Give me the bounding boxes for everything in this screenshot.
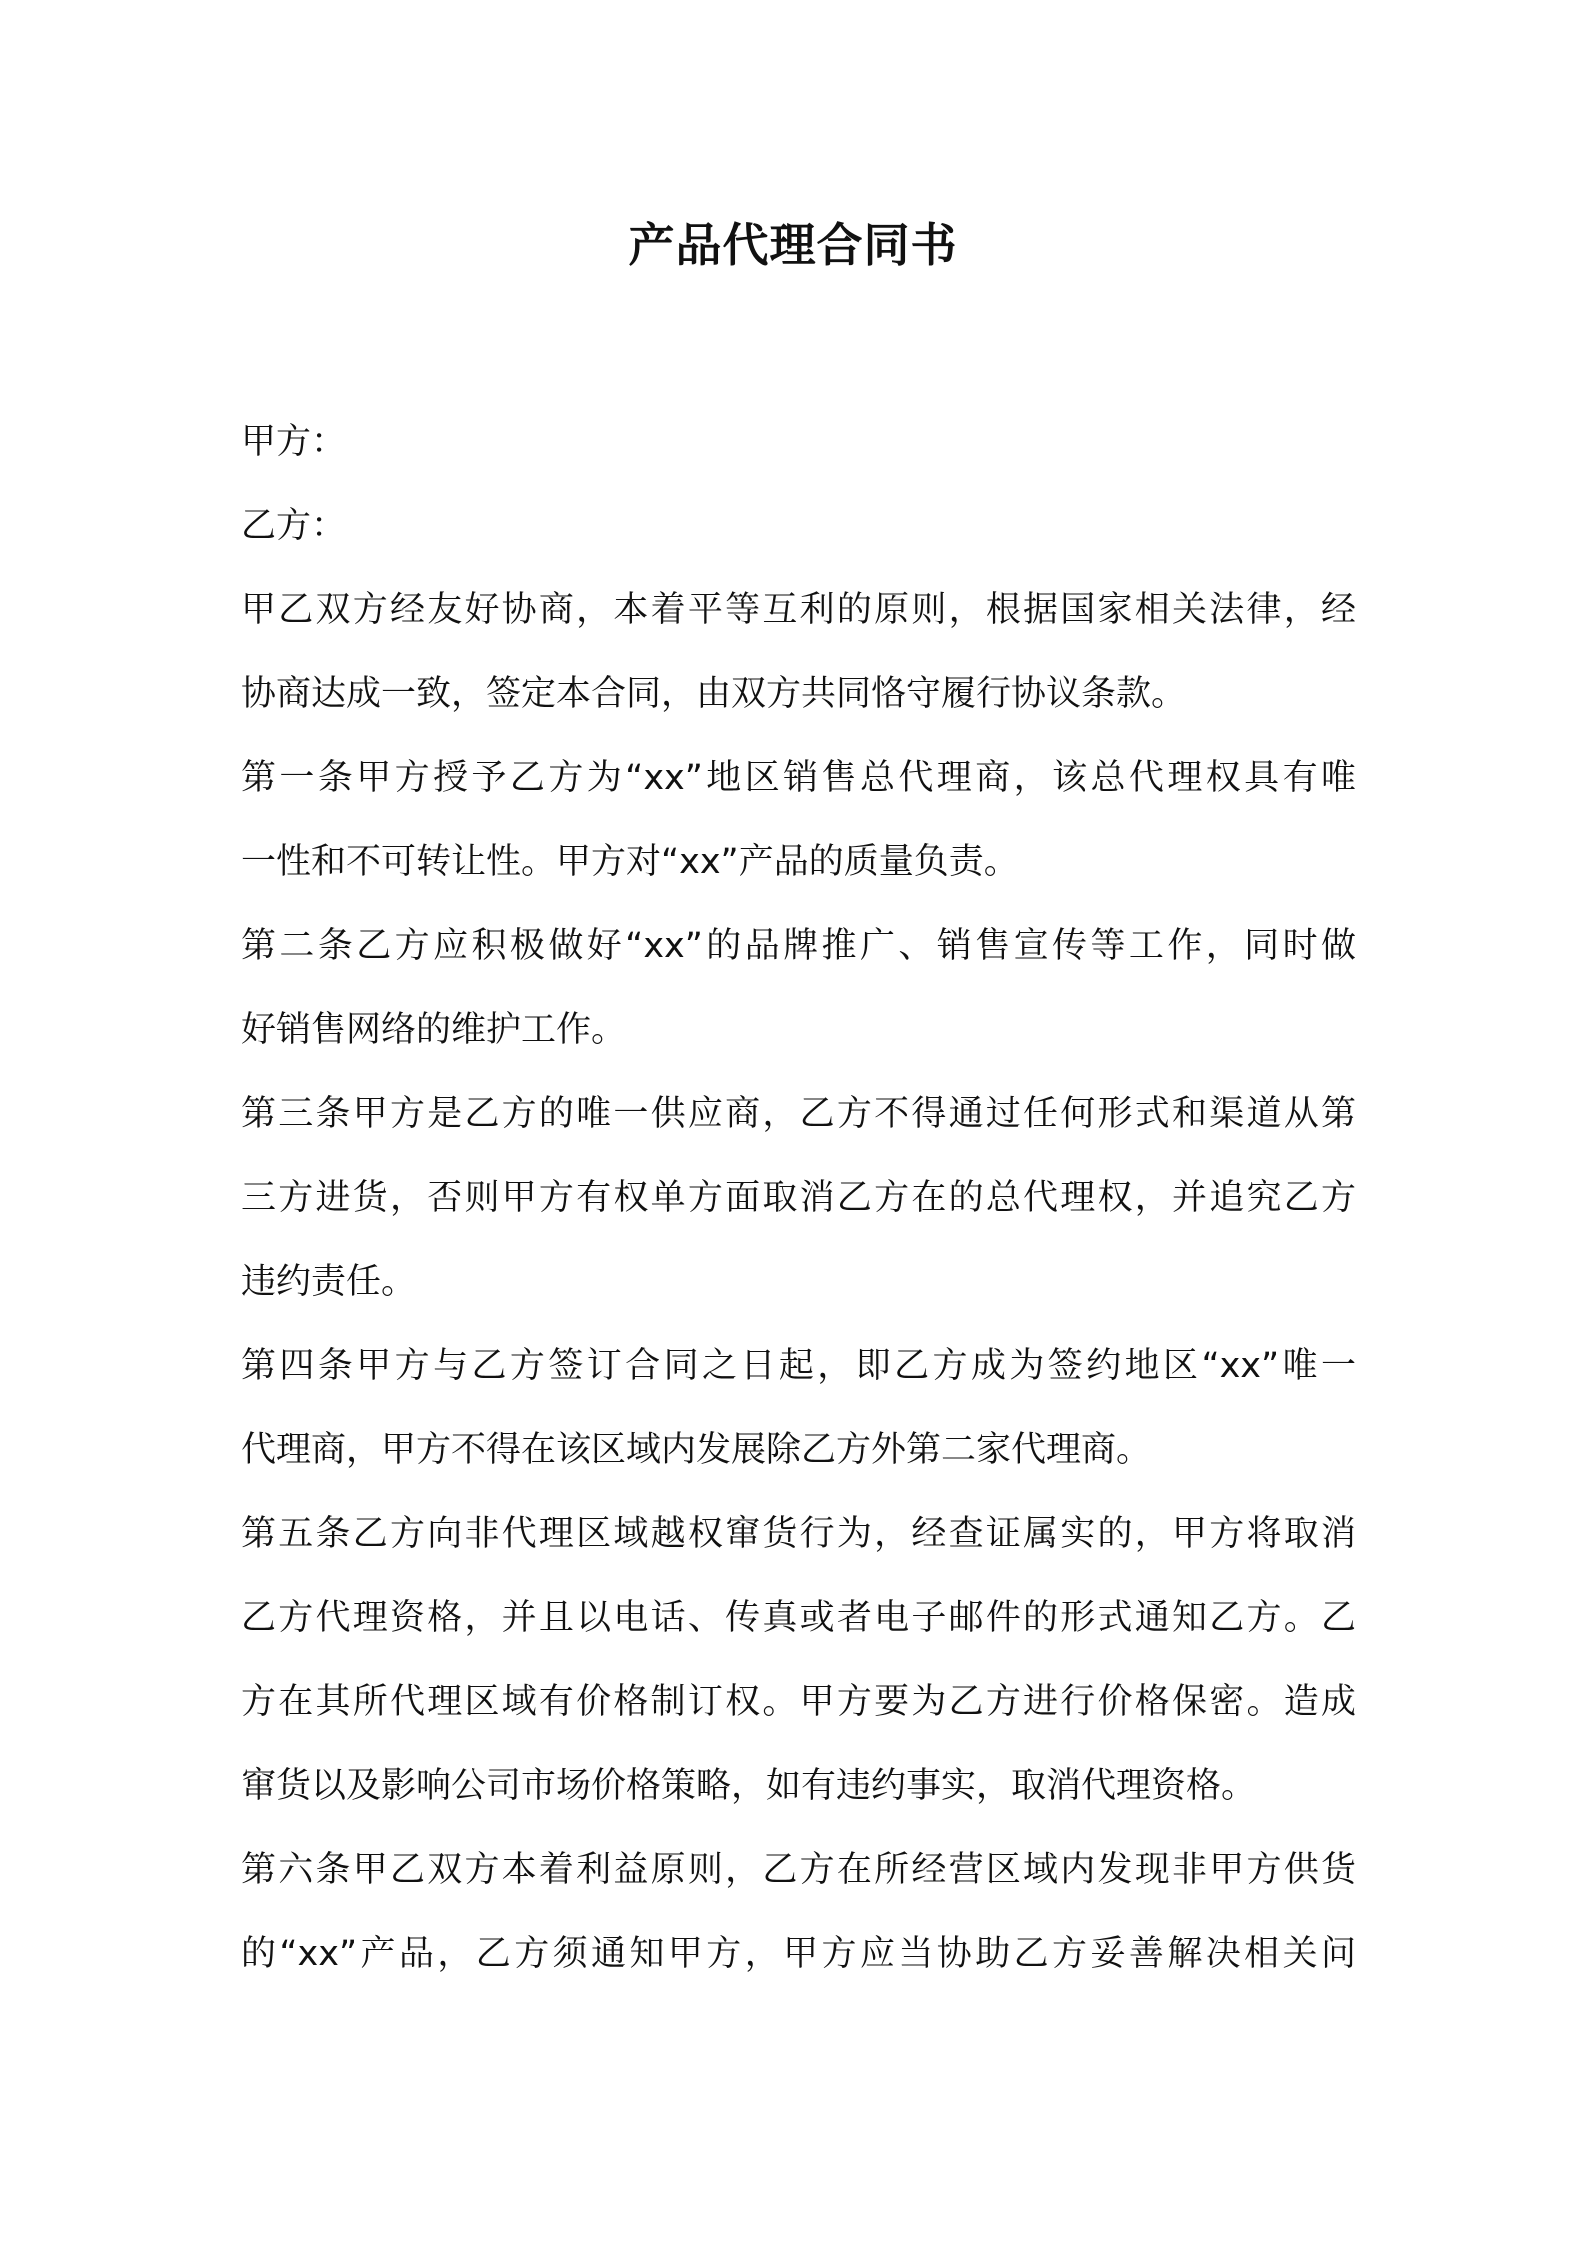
document-line: 协商达成一致，签定本合同，由双方共同恪守履行协议条款。 [241, 674, 1187, 714]
document-line: 乙方代理资格，并且以电话、传真或者电子邮件的形式通知乙方。乙 [241, 1598, 1356, 1638]
document-title: 产品代理合同书 [628, 218, 958, 272]
document-line: 一性和不可转让性。甲方对“xx”产品的质量负责。 [241, 842, 1019, 882]
document-line: 方在其所代理区域有价格制订权。甲方要为乙方进行价格保密。造成 [241, 1682, 1356, 1722]
document-line: 甲方： [241, 422, 347, 462]
document-line: 窜货以及影响公司市场价格策略，如有违约事实，取消代理资格。 [241, 1766, 1257, 1806]
document-line: 第五条乙方向非代理区域越权窜货行为，经查证属实的，甲方将取消 [241, 1514, 1356, 1554]
document-line: 乙方： [241, 506, 347, 546]
document-line: 三方进货，否则甲方有权单方面取消乙方在的总代理权，并追究乙方 [241, 1178, 1356, 1218]
document-line: 第二条乙方应积极做好“xx”的品牌推广、销售宣传等工作，同时做 [241, 926, 1356, 966]
document-body [241, 400, 1356, 1996]
document-line: 第三条甲方是乙方的唯一供应商，乙方不得通过任何形式和渠道从第 [241, 1094, 1356, 1134]
document-line: 好销售网络的维护工作。 [241, 1010, 627, 1050]
document-line: 甲乙双方经友好协商，本着平等互利的原则，根据国家相关法律，经 [241, 590, 1356, 630]
document-line: 违约责任。 [241, 1262, 417, 1302]
document-line: 第一条甲方授予乙方为“xx”地区销售总代理商，该总代理权具有唯 [241, 758, 1356, 798]
document-line: 代理商，甲方不得在该区域内发展除乙方外第二家代理商。 [241, 1430, 1152, 1470]
document-line: 的“xx”产品，乙方须通知甲方，甲方应当协助乙方妥善解决相关问 [241, 1934, 1356, 1974]
document-line: 第四条甲方与乙方签订合同之日起，即乙方成为签约地区“xx”唯一 [241, 1346, 1356, 1386]
document-line: 第六条甲乙双方本着利益原则，乙方在所经营区域内发现非甲方供货 [241, 1850, 1356, 1890]
